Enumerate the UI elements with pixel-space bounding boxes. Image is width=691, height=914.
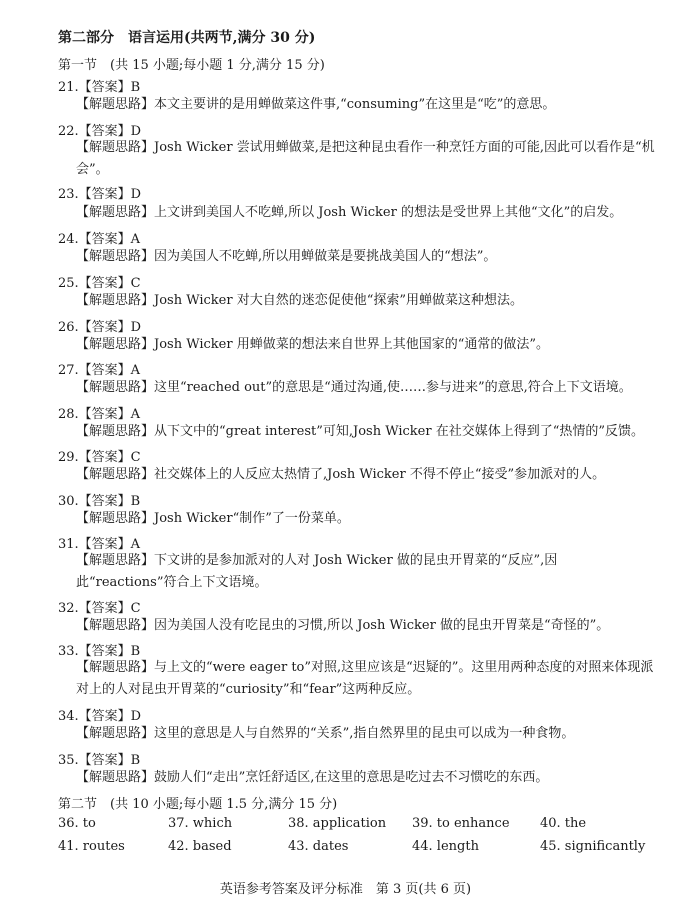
explanation-30: 【解题思路】Josh Wicker“制作”了一份菜单。 (76, 511, 350, 526)
fill-answer-38: 38. application (288, 816, 387, 831)
explanation-21: 【解题思路】本文主要讲的是用蝉做菜这件事,“consuming”在这里是“吃”的意思。 (76, 97, 556, 112)
fill-answer-40: 40. the (540, 816, 587, 831)
fill-answer-41: 41. routes (58, 839, 125, 854)
explanation-34: 【解题思路】这里的意思是人与自然界的“关系”,指自然界里的昆虫可以成为一种食物。 (76, 726, 575, 741)
answer-29: 29.【答案】C (58, 450, 141, 465)
fill-answer-44: 44. length (412, 839, 479, 854)
answer-27: 27.【答案】A (58, 363, 141, 378)
answer-30: 30.【答案】B (58, 494, 141, 509)
page-footer: 英语参考答案及评分标准 第 3 页(共 6 页) (219, 882, 472, 897)
answer-31: 31.【答案】A (58, 537, 141, 552)
explanation-27: 【解题思路】这里“reached out”的意思是“通过沟通,使……参与进来”的意思,符合上下文语境。 (76, 380, 632, 395)
answer-34: 34.【答案】D (58, 709, 142, 724)
fill-answer-42: 42. based (168, 839, 232, 854)
fill-answer-37: 37. which (168, 816, 233, 831)
answer-23: 23.【答案】D (58, 187, 142, 202)
fill-answer-45: 45. significantly (540, 839, 646, 854)
answer-35: 35.【答案】B (58, 753, 141, 768)
answer-25: 25.【答案】C (58, 276, 141, 291)
section-2-heading: 第二节 (共 10 小题;每小题 1.5 分,满分 15 分) (58, 797, 338, 812)
explanation-28: 【解题思路】从下文中的“great interest”可知,Josh Wicker 在社交媒体上得到了“热情的”反馈。 (76, 424, 645, 439)
explanation-26: 【解题思路】Josh Wicker 用蝉做菜的想法来自世界上其他国家的“通常的做法”。 (76, 337, 549, 352)
explanation-25: 【解题思路】Josh Wicker 对大自然的迷恋促使他“探索”用蝉做菜这种想法。 (76, 293, 523, 308)
answer-22: 22.【答案】D (58, 124, 142, 139)
explanation-23: 【解题思路】上文讲到美国人不吃蝉,所以 Josh Wicker 的想法是受世界上其他“文化”的启发。 (76, 205, 623, 220)
fill-answer-39: 39. to enhance (412, 816, 510, 831)
explanation-29: 【解题思路】社交媒体上的人反应太热情了,Josh Wicker 不得不停止“接受”参加派对的人。 (76, 467, 606, 482)
explanation-33: 【解题思路】与上文的“were eager to”对照,这里应该是“迟疑的”。这里用两种态度的对照来体现派对上的人对昆虫开胃菜的“curiosity”和“fear”这两种反应。 (76, 660, 654, 697)
explanation-35: 【解题思路】鼓励人们“走出”烹饪舒适区,在这里的意思是吃过去不习惯吃的东西。 (76, 770, 549, 785)
part-title: 第二部分 语言运用(共两节,满分 30 分) (58, 30, 316, 46)
fill-answer-43: 43. dates (288, 839, 349, 854)
answer-28: 28.【答案】A (58, 407, 141, 422)
explanation-22: 【解题思路】Josh Wicker 尝试用蝉做菜,是把这种昆虫看作一种烹饪方面的可能,因此可以看作是“机会”。 (76, 140, 655, 177)
explanation-24: 【解题思路】因为美国人不吃蝉,所以用蝉做菜是要挑战美国人的“想法”。 (76, 249, 497, 264)
answer-21: 21.【答案】B (58, 80, 141, 95)
explanation-32: 【解题思路】因为美国人没有吃昆虫的习惯,所以 Josh Wicker 做的昆虫开胃菜是“奇怪的”。 (76, 618, 610, 633)
answer-26: 26.【答案】D (58, 320, 142, 335)
fill-answer-36: 36. to (58, 816, 96, 831)
section-1-heading: 第一节 (共 15 小题;每小题 1 分,满分 15 分) (58, 58, 325, 73)
explanation-31: 【解题思路】下文讲的是参加派对的人对 Josh Wicker 做的昆虫开胃菜的“反应”,因此“reactions”符合上下文语境。 (76, 553, 558, 590)
answer-32: 32.【答案】C (58, 601, 141, 616)
answer-33: 33.【答案】B (58, 644, 141, 659)
answer-24: 24.【答案】A (58, 232, 141, 247)
